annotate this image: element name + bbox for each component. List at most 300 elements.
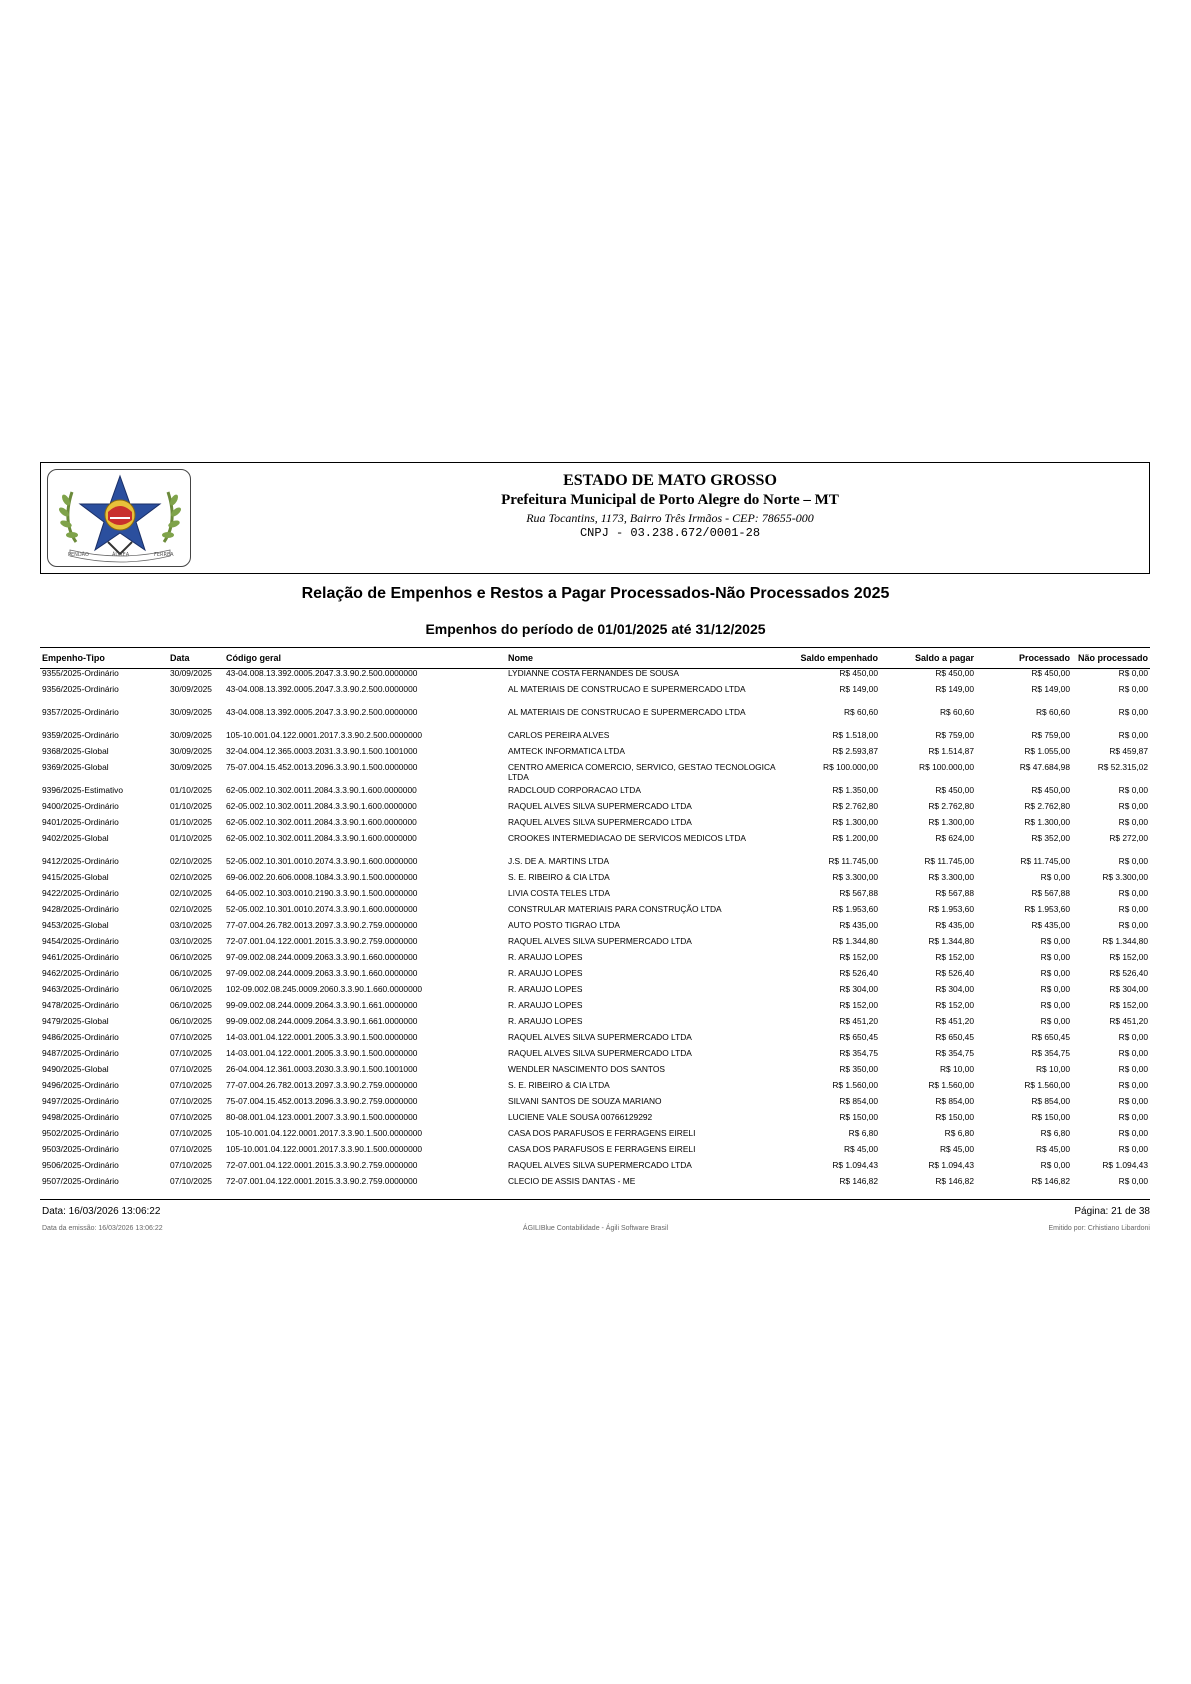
cell-codigo-geral: 52-05.002.10.301.0010.2074.3.3.90.1.600.0000000 <box>226 856 418 866</box>
emission-date: Data da emissão: 16/03/2026 13:06:22 <box>42 1225 163 1232</box>
cell-nao-processado: R$ 0,00 <box>1118 1112 1148 1122</box>
cell-nao-processado: R$ 0,00 <box>1118 1176 1148 1186</box>
cell-data: 30/09/2025 <box>170 668 212 678</box>
cell-empenho-tipo: 9400/2025-Ordinário <box>42 801 119 811</box>
report-date: Data: 16/03/2026 13:06:22 <box>42 1206 161 1217</box>
cell-codigo-geral: 26-04.004.12.361.0003.2030.3.3.90.1.500.1001000 <box>226 1064 418 1074</box>
cell-processado: R$ 6,80 <box>1040 1128 1070 1138</box>
cell-nome: CENTRO AMERICA COMERCIO, SERVICO, GESTAO TECNOLOGICA LTDA <box>508 762 776 782</box>
cell-saldo-a-pagar: R$ 1.514,87 <box>928 746 974 756</box>
cell-processado: R$ 60,60 <box>1036 707 1070 717</box>
cell-nome: R. ARAUJO LOPES <box>508 952 583 962</box>
report-title: Relação de Empenhos e Restos a Pagar Processados-Não Processados 2025 <box>301 585 890 602</box>
cell-codigo-geral: 105-10.001.04.122.0001.2017.3.3.90.1.500.0000000 <box>226 1128 423 1138</box>
cell-saldo-a-pagar: R$ 1.094,43 <box>928 1160 974 1170</box>
cell-saldo-a-pagar: R$ 1.344,80 <box>928 936 974 946</box>
cell-nome: R. ARAUJO LOPES <box>508 1016 583 1026</box>
state-name: ESTADO DE MATO GROSSO <box>563 472 777 489</box>
cell-processado: R$ 0,00 <box>1040 952 1070 962</box>
table-row <box>40 1112 1150 1128</box>
cell-nome: J.S. DE A. MARTINS LTDA <box>508 856 610 866</box>
cell-saldo-empenhado: R$ 1.953,60 <box>832 904 878 914</box>
cell-nao-processado: R$ 0,00 <box>1118 856 1148 866</box>
cell-saldo-empenhado: R$ 146,82 <box>839 1176 878 1186</box>
table-row <box>40 1016 1150 1032</box>
report-period: Empenhos do período de 01/01/2025 até 31/12/2025 <box>425 621 766 637</box>
cell-codigo-geral: 72-07.001.04.122.0001.2015.3.3.90.2.759.0000000 <box>226 1176 418 1186</box>
table-row <box>40 707 1150 730</box>
cell-saldo-a-pagar: R$ 451,20 <box>935 1016 974 1026</box>
cell-empenho-tipo: 9461/2025-Ordinário <box>42 952 119 962</box>
cell-processado: R$ 45,00 <box>1036 1144 1070 1154</box>
cell-saldo-empenhado: R$ 3.300,00 <box>832 872 878 882</box>
cell-saldo-empenhado: R$ 11.745,00 <box>828 856 878 866</box>
cell-nome: SILVANI SANTOS DE SOUZA MARIANO <box>508 1096 662 1106</box>
cell-codigo-geral: 105-10.001.04.122.0001.2017.3.3.90.2.500.0000000 <box>226 730 423 740</box>
cell-saldo-empenhado: R$ 526,40 <box>839 968 878 978</box>
table-row <box>40 1176 1150 1192</box>
cell-data: 07/10/2025 <box>170 1144 212 1154</box>
cell-processado: R$ 150,00 <box>1031 1112 1070 1122</box>
cell-saldo-empenhado: R$ 152,00 <box>839 952 878 962</box>
cell-codigo-geral: 14-03.001.04.122.0001.2005.3.3.90.1.500.0000000 <box>226 1048 418 1058</box>
cell-nao-processado: R$ 304,00 <box>1109 984 1148 994</box>
cell-processado: R$ 450,00 <box>1031 668 1070 678</box>
cell-codigo-geral: 99-09.002.08.244.0009.2064.3.3.90.1.661.0000000 <box>226 1000 418 1010</box>
cell-nome: LIVIA COSTA TELES LTDA <box>508 888 610 898</box>
cell-empenho-tipo: 9462/2025-Ordinário <box>42 968 119 978</box>
cell-codigo-geral: 69-06.002.20.606.0008.1084.3.3.90.1.500.0000000 <box>226 872 418 882</box>
cell-saldo-empenhado: R$ 1.344,80 <box>832 936 878 946</box>
table-row <box>40 936 1150 952</box>
cell-saldo-a-pagar: R$ 2.762,80 <box>928 801 974 811</box>
cell-data: 07/10/2025 <box>170 1064 212 1074</box>
table-row <box>40 1000 1150 1016</box>
seal-label-1: PENDÃO <box>68 552 89 558</box>
seal-label-2: ÁUREA <box>112 552 130 558</box>
cell-codigo-geral: 80-08.001.04.123.0001.2007.3.3.90.1.500.0000000 <box>226 1112 418 1122</box>
cell-saldo-empenhado: R$ 1.518,00 <box>832 730 878 740</box>
cell-processado: R$ 11.745,00 <box>1020 856 1070 866</box>
cell-data: 07/10/2025 <box>170 1160 212 1170</box>
cell-saldo-empenhado: R$ 1.350,00 <box>832 785 878 795</box>
col-saldo-a-pagar: Saldo a pagar <box>914 653 974 663</box>
issued-by: Emitido por: Crhistiano Libardoni <box>1048 1225 1150 1232</box>
table-row <box>40 952 1150 968</box>
cell-nao-processado: R$ 0,00 <box>1118 920 1148 930</box>
cell-codigo-geral: 32-04.004.12.365.0003.2031.3.3.90.1.500.1001000 <box>226 746 418 756</box>
cell-saldo-a-pagar: R$ 1.953,60 <box>928 904 974 914</box>
cell-nome: RAQUEL ALVES SILVA SUPERMERCADO LTDA <box>508 1032 692 1042</box>
cell-empenho-tipo: 9359/2025-Ordinário <box>42 730 119 740</box>
cell-saldo-a-pagar: R$ 6,80 <box>944 1128 974 1138</box>
cell-nome: RAQUEL ALVES SILVA SUPERMERCADO LTDA <box>508 1160 692 1170</box>
col-nome: Nome <box>508 653 534 663</box>
cell-nao-processado: R$ 0,00 <box>1118 1144 1148 1154</box>
cell-nome: AMTECK INFORMATICA LTDA <box>508 746 625 756</box>
cell-nome: WENDLER NASCIMENTO DOS SANTOS <box>508 1064 665 1074</box>
table-row <box>40 730 1150 746</box>
cell-nome: CASA DOS PARAFUSOS E FERRAGENS EIRELI <box>508 1128 696 1138</box>
cell-data: 07/10/2025 <box>170 1048 212 1058</box>
cell-saldo-empenhado: R$ 45,00 <box>844 1144 878 1154</box>
cell-processado: R$ 352,00 <box>1031 833 1070 843</box>
cell-empenho-tipo: 9478/2025-Ordinário <box>42 1000 119 1010</box>
cell-processado: R$ 650,45 <box>1031 1032 1070 1042</box>
cell-saldo-a-pagar: R$ 146,82 <box>935 1176 974 1186</box>
cell-processado: R$ 450,00 <box>1031 785 1070 795</box>
cell-codigo-geral: 97-09.002.08.244.0009.2063.3.3.90.1.660.0000000 <box>226 968 418 978</box>
table-row <box>40 684 1150 707</box>
table-row <box>40 984 1150 1000</box>
cell-processado: R$ 149,00 <box>1031 684 1070 694</box>
cell-nao-processado: R$ 0,00 <box>1118 1064 1148 1074</box>
cell-data: 30/09/2025 <box>170 762 212 772</box>
cell-empenho-tipo: 9498/2025-Ordinário <box>42 1112 119 1122</box>
cell-nome: CLECIO DE ASSIS DANTAS - ME <box>508 1176 636 1186</box>
cell-empenho-tipo: 9479/2025-Global <box>42 1016 109 1026</box>
cell-processado: R$ 567,88 <box>1031 888 1070 898</box>
cell-processado: R$ 0,00 <box>1040 872 1070 882</box>
cell-saldo-empenhado: R$ 150,00 <box>839 1112 878 1122</box>
cell-saldo-a-pagar: R$ 854,00 <box>935 1096 974 1106</box>
cell-codigo-geral: 64-05.002.10.303.0010.2190.3.3.90.1.500.0000000 <box>226 888 418 898</box>
cell-data: 06/10/2025 <box>170 1016 212 1026</box>
cell-saldo-empenhado: R$ 350,00 <box>839 1064 878 1074</box>
cell-saldo-a-pagar: R$ 759,00 <box>935 730 974 740</box>
cell-saldo-empenhado: R$ 1.200,00 <box>832 833 878 843</box>
cell-codigo-geral: 77-07.004.26.782.0013.2097.3.3.90.2.759.0000000 <box>226 1080 418 1090</box>
cell-data: 30/09/2025 <box>170 707 212 717</box>
cell-codigo-geral: 99-09.002.08.244.0009.2064.3.3.90.1.661.0000000 <box>226 1016 418 1026</box>
cell-nao-processado: R$ 0,00 <box>1118 817 1148 827</box>
cell-codigo-geral: 62-05.002.10.302.0011.2084.3.3.90.1.600.0000000 <box>226 833 417 843</box>
cell-nome: CARLOS PEREIRA ALVES <box>508 730 610 740</box>
cell-nome: S. E. RIBEIRO & CIA LTDA <box>508 1080 610 1090</box>
cell-empenho-tipo: 9507/2025-Ordinário <box>42 1176 119 1186</box>
cell-saldo-a-pagar: R$ 650,45 <box>935 1032 974 1042</box>
table-row <box>40 1144 1150 1160</box>
cell-empenho-tipo: 9454/2025-Ordinário <box>42 936 119 946</box>
cell-saldo-a-pagar: R$ 304,00 <box>935 984 974 994</box>
cell-saldo-a-pagar: R$ 567,88 <box>935 888 974 898</box>
cell-data: 02/10/2025 <box>170 888 212 898</box>
cell-codigo-geral: 75-07.004.15.452.0013.2096.3.3.90.1.500.0000000 <box>226 762 418 772</box>
cell-saldo-empenhado: R$ 1.560,00 <box>832 1080 878 1090</box>
cell-saldo-empenhado: R$ 2.593,87 <box>832 746 878 756</box>
cell-processado: R$ 435,00 <box>1031 920 1070 930</box>
cell-empenho-tipo: 9355/2025-Ordinário <box>42 668 119 678</box>
cell-data: 01/10/2025 <box>170 801 212 811</box>
col-codigo-geral: Código geral <box>226 653 282 663</box>
cell-empenho-tipo: 9490/2025-Global <box>42 1064 109 1074</box>
cell-saldo-a-pagar: R$ 152,00 <box>935 1000 974 1010</box>
cell-data: 07/10/2025 <box>170 1032 212 1042</box>
cell-processado: R$ 146,82 <box>1031 1176 1070 1186</box>
cell-processado: R$ 0,00 <box>1040 984 1070 994</box>
cell-processado: R$ 0,00 <box>1040 1016 1070 1026</box>
cell-empenho-tipo: 9487/2025-Ordinário <box>42 1048 119 1058</box>
cell-nao-processado: R$ 0,00 <box>1118 684 1148 694</box>
cell-saldo-empenhado: R$ 304,00 <box>839 984 878 994</box>
cell-codigo-geral: 72-07.001.04.122.0001.2015.3.3.90.2.759.0000000 <box>226 1160 418 1170</box>
cell-nao-processado: R$ 152,00 <box>1109 952 1148 962</box>
cell-empenho-tipo: 9369/2025-Global <box>42 762 109 772</box>
cell-nao-processado: R$ 0,00 <box>1118 904 1148 914</box>
cell-nome: RADCLOUD CORPORACAO LTDA <box>508 785 641 795</box>
cell-codigo-geral: 72-07.001.04.122.0001.2015.3.3.90.2.759.0000000 <box>226 936 418 946</box>
cell-nao-processado: R$ 0,00 <box>1118 1096 1148 1106</box>
cell-nome: LUCIENE VALE SOUSA 00766129292 <box>508 1112 653 1122</box>
table-header-row <box>40 648 1150 668</box>
cell-empenho-tipo: 9453/2025-Global <box>42 920 109 930</box>
cell-nao-processado: R$ 52.315,02 <box>1097 762 1148 772</box>
cell-saldo-empenhado: R$ 450,00 <box>839 668 878 678</box>
cell-codigo-geral: 43-04.008.13.392.0005.2047.3.3.90.2.500.0000000 <box>226 668 418 678</box>
cell-data: 02/10/2025 <box>170 904 212 914</box>
table-row <box>40 1032 1150 1048</box>
cell-saldo-empenhado: R$ 100.000,00 <box>823 762 878 772</box>
cell-nome: R. ARAUJO LOPES <box>508 984 583 994</box>
cell-nao-processado: R$ 0,00 <box>1118 785 1148 795</box>
cell-codigo-geral: 62-05.002.10.302.0011.2084.3.3.90.1.600.0000000 <box>226 785 417 795</box>
cell-nao-processado: R$ 459,87 <box>1109 746 1148 756</box>
cell-nao-processado: R$ 0,00 <box>1118 730 1148 740</box>
cell-nao-processado: R$ 0,00 <box>1118 1080 1148 1090</box>
cell-processado: R$ 354,75 <box>1031 1048 1070 1058</box>
cell-saldo-a-pagar: R$ 10,00 <box>940 1064 974 1074</box>
cell-data: 06/10/2025 <box>170 952 212 962</box>
cell-codigo-geral: 105-10.001.04.122.0001.2017.3.3.90.1.500.0000000 <box>226 1144 423 1154</box>
cnpj: CNPJ - 03.238.672/0001-28 <box>579 526 761 540</box>
table-row <box>40 1064 1150 1080</box>
cell-data: 01/10/2025 <box>170 833 212 843</box>
cell-nome: AL MATERIAIS DE CONSTRUCAO E SUPERMERCADO LTDA <box>508 684 746 694</box>
cell-empenho-tipo: 9356/2025-Ordinário <box>42 684 119 694</box>
cell-processado: R$ 0,00 <box>1040 968 1070 978</box>
page-number: Página: 21 de 38 <box>1074 1206 1150 1217</box>
cell-saldo-empenhado: R$ 650,45 <box>839 1032 878 1042</box>
cell-nao-processado: R$ 0,00 <box>1118 801 1148 811</box>
cell-nao-processado: R$ 0,00 <box>1118 888 1148 898</box>
cell-data: 01/10/2025 <box>170 785 212 795</box>
cell-nao-processado: R$ 0,00 <box>1118 707 1148 717</box>
seal-label-3: FERREA <box>154 552 174 558</box>
table-row <box>40 1096 1150 1112</box>
cell-codigo-geral: 77-07.004.26.782.0013.2097.3.3.90.2.759.0000000 <box>226 920 418 930</box>
cell-processado: R$ 0,00 <box>1040 1000 1070 1010</box>
cell-nome: R. ARAUJO LOPES <box>508 968 583 978</box>
cell-saldo-a-pagar: R$ 100.000,00 <box>919 762 974 772</box>
cell-nao-processado: R$ 0,00 <box>1118 1128 1148 1138</box>
cell-saldo-a-pagar: R$ 149,00 <box>935 684 974 694</box>
cell-saldo-a-pagar: R$ 1.560,00 <box>928 1080 974 1090</box>
cell-saldo-empenhado: R$ 1.300,00 <box>832 817 878 827</box>
cell-empenho-tipo: 9486/2025-Ordinário <box>42 1032 119 1042</box>
table-row <box>40 746 1150 762</box>
cell-saldo-a-pagar: R$ 45,00 <box>940 1144 974 1154</box>
cell-empenho-tipo: 9415/2025-Global <box>42 872 109 882</box>
cell-empenho-tipo: 9357/2025-Ordinário <box>42 707 119 717</box>
cell-saldo-a-pagar: R$ 624,00 <box>935 833 974 843</box>
cell-processado: R$ 0,00 <box>1040 1160 1070 1170</box>
empenhos-table <box>40 648 1150 1192</box>
cell-codigo-geral: 52-05.002.10.301.0010.2074.3.3.90.1.600.0000000 <box>226 904 418 914</box>
cell-nome: AL MATERIAIS DE CONSTRUCAO E SUPERMERCADO LTDA <box>508 707 746 717</box>
table-row <box>40 1080 1150 1096</box>
cell-data: 07/10/2025 <box>170 1112 212 1122</box>
cell-saldo-empenhado: R$ 149,00 <box>839 684 878 694</box>
cell-nome: LYDIANNE COSTA FERNANDES DE SOUSA <box>508 668 679 678</box>
cell-saldo-empenhado: R$ 60,60 <box>844 707 878 717</box>
cell-empenho-tipo: 9463/2025-Ordinário <box>42 984 119 994</box>
cell-data: 07/10/2025 <box>170 1080 212 1090</box>
cell-nome: CROOKES INTERMEDIACAO DE SERVICOS MEDICOS LTDA <box>508 833 746 843</box>
cell-codigo-geral: 14-03.001.04.122.0001.2005.3.3.90.1.500.0000000 <box>226 1032 418 1042</box>
cell-data: 06/10/2025 <box>170 1000 212 1010</box>
cell-nome: AUTO POSTO TIGRAO LTDA <box>508 920 620 930</box>
software-credit: ÁGILIBlue Contabilidade - Ágili Software Brasil <box>522 1225 669 1232</box>
cell-saldo-empenhado: R$ 451,20 <box>839 1016 878 1026</box>
cell-empenho-tipo: 9402/2025-Global <box>42 833 109 843</box>
cell-nome: RAQUEL ALVES SILVA SUPERMERCADO LTDA <box>508 936 692 946</box>
table-row <box>40 817 1150 833</box>
cell-data: 02/10/2025 <box>170 872 212 882</box>
cell-data: 30/09/2025 <box>170 730 212 740</box>
document-header <box>40 462 1150 574</box>
municipal-seal <box>47 469 191 567</box>
cell-nao-processado: R$ 3.300,00 <box>1102 872 1148 882</box>
cell-codigo-geral: 102-09.002.08.245.0009.2060.3.3.90.1.660.0000000 <box>226 984 423 994</box>
cell-nome: CONSTRULAR MATERIAIS PARA CONSTRUÇÃO LTDA <box>508 904 722 914</box>
cell-nao-processado: R$ 0,00 <box>1118 1048 1148 1058</box>
cell-nome: RAQUEL ALVES SILVA SUPERMERCADO LTDA <box>508 817 692 827</box>
table-row <box>40 833 1150 856</box>
cell-saldo-a-pagar: R$ 1.300,00 <box>928 817 974 827</box>
cell-data: 30/09/2025 <box>170 684 212 694</box>
table-row <box>40 762 1150 785</box>
cell-processado: R$ 10,00 <box>1036 1064 1070 1074</box>
table-row <box>40 888 1150 904</box>
table-bottom-rule <box>40 1199 1150 1200</box>
cell-empenho-tipo: 9401/2025-Ordinário <box>42 817 119 827</box>
cell-saldo-a-pagar: R$ 3.300,00 <box>928 872 974 882</box>
cell-saldo-empenhado: R$ 435,00 <box>839 920 878 930</box>
cell-empenho-tipo: 9506/2025-Ordinário <box>42 1160 119 1170</box>
table-row <box>40 785 1150 801</box>
col-nao-processado: Não processado <box>1077 653 1148 663</box>
table-row <box>40 1160 1150 1176</box>
col-empenho-tipo: Empenho-Tipo <box>42 653 105 663</box>
table-row <box>40 872 1150 888</box>
col-saldo-empenhado: Saldo empenhado <box>800 653 878 663</box>
cell-saldo-a-pagar: R$ 354,75 <box>935 1048 974 1058</box>
cell-processado: R$ 1.953,60 <box>1024 904 1070 914</box>
cell-nao-processado: R$ 1.344,80 <box>1102 936 1148 946</box>
cell-nao-processado: R$ 526,40 <box>1109 968 1148 978</box>
cell-codigo-geral: 43-04.008.13.392.0005.2047.3.3.90.2.500.0000000 <box>226 707 418 717</box>
table-row <box>40 920 1150 936</box>
cell-nome: CASA DOS PARAFUSOS E FERRAGENS EIRELI <box>508 1144 696 1154</box>
cell-processado: R$ 2.762,80 <box>1024 801 1070 811</box>
cell-saldo-empenhado: R$ 6,80 <box>848 1128 878 1138</box>
municipality-name: Prefeitura Municipal de Porto Alegre do Norte – MT <box>501 492 839 508</box>
cell-saldo-empenhado: R$ 152,00 <box>839 1000 878 1010</box>
cell-empenho-tipo: 9396/2025-Estimativo <box>42 785 124 795</box>
cell-data: 02/10/2025 <box>170 856 212 866</box>
cell-processado: R$ 0,00 <box>1040 936 1070 946</box>
cell-data: 07/10/2025 <box>170 1096 212 1106</box>
col-processado: Processado <box>1018 653 1070 663</box>
cell-nao-processado: R$ 272,00 <box>1109 833 1148 843</box>
cell-empenho-tipo: 9422/2025-Ordinário <box>42 888 119 898</box>
cell-data: 03/10/2025 <box>170 936 212 946</box>
cell-processado: R$ 1.055,00 <box>1024 746 1070 756</box>
cell-data: 03/10/2025 <box>170 920 212 930</box>
cell-processado: R$ 1.560,00 <box>1024 1080 1070 1090</box>
cell-empenho-tipo: 9412/2025-Ordinário <box>42 856 119 866</box>
cell-saldo-a-pagar: R$ 450,00 <box>935 785 974 795</box>
cell-empenho-tipo: 9496/2025-Ordinário <box>42 1080 119 1090</box>
cell-nome: R. ARAUJO LOPES <box>508 1000 583 1010</box>
cell-nao-processado: R$ 0,00 <box>1118 668 1148 678</box>
cell-saldo-a-pagar: R$ 526,40 <box>935 968 974 978</box>
cell-saldo-empenhado: R$ 354,75 <box>839 1048 878 1058</box>
cell-data: 30/09/2025 <box>170 746 212 756</box>
cell-saldo-empenhado: R$ 854,00 <box>839 1096 878 1106</box>
cell-data: 06/10/2025 <box>170 984 212 994</box>
cell-processado: R$ 854,00 <box>1031 1096 1070 1106</box>
cell-codigo-geral: 62-05.002.10.302.0011.2084.3.3.90.1.600.0000000 <box>226 817 417 827</box>
cell-nao-processado: R$ 1.094,43 <box>1102 1160 1148 1170</box>
table-row <box>40 856 1150 872</box>
col-data: Data <box>170 653 190 663</box>
cell-empenho-tipo: 9497/2025-Ordinário <box>42 1096 119 1106</box>
cell-processado: R$ 47.684,98 <box>1019 762 1070 772</box>
table-row <box>40 1048 1150 1064</box>
cell-nao-processado: R$ 451,20 <box>1109 1016 1148 1026</box>
cell-saldo-empenhado: R$ 567,88 <box>839 888 878 898</box>
cell-processado: R$ 759,00 <box>1031 730 1070 740</box>
cell-nome: S. E. RIBEIRO & CIA LTDA <box>508 872 610 882</box>
cell-saldo-a-pagar: R$ 450,00 <box>935 668 974 678</box>
cell-codigo-geral: 97-09.002.08.244.0009.2063.3.3.90.1.660.0000000 <box>226 952 418 962</box>
cell-empenho-tipo: 9368/2025-Global <box>42 746 109 756</box>
cell-saldo-a-pagar: R$ 150,00 <box>935 1112 974 1122</box>
table-row <box>40 968 1150 984</box>
cell-saldo-a-pagar: R$ 60,60 <box>940 707 974 717</box>
cell-data: 07/10/2025 <box>170 1176 212 1186</box>
table-row <box>40 904 1150 920</box>
cell-codigo-geral: 62-05.002.10.302.0011.2084.3.3.90.1.600.0000000 <box>226 801 417 811</box>
cell-saldo-a-pagar: R$ 11.745,00 <box>924 856 974 866</box>
cell-codigo-geral: 43-04.008.13.392.0005.2047.3.3.90.2.500.0000000 <box>226 684 418 694</box>
cell-nao-processado: R$ 152,00 <box>1109 1000 1148 1010</box>
cell-data: 07/10/2025 <box>170 1128 212 1138</box>
table-row <box>40 668 1150 684</box>
table-row <box>40 1128 1150 1144</box>
table-row <box>40 801 1150 817</box>
cell-codigo-geral: 75-07.004.15.452.0013.2096.3.3.90.2.759.0000000 <box>226 1096 418 1106</box>
cell-data: 01/10/2025 <box>170 817 212 827</box>
cell-empenho-tipo: 9502/2025-Ordinário <box>42 1128 119 1138</box>
cell-empenho-tipo: 9428/2025-Ordinário <box>42 904 119 914</box>
cell-saldo-empenhado: R$ 2.762,80 <box>832 801 878 811</box>
cell-saldo-a-pagar: R$ 152,00 <box>935 952 974 962</box>
cell-data: 06/10/2025 <box>170 968 212 978</box>
address: Rua Tocantins, 1173, Bairro Três Irmãos - CEP: 78655-000 <box>526 511 814 525</box>
cell-saldo-a-pagar: R$ 435,00 <box>935 920 974 930</box>
